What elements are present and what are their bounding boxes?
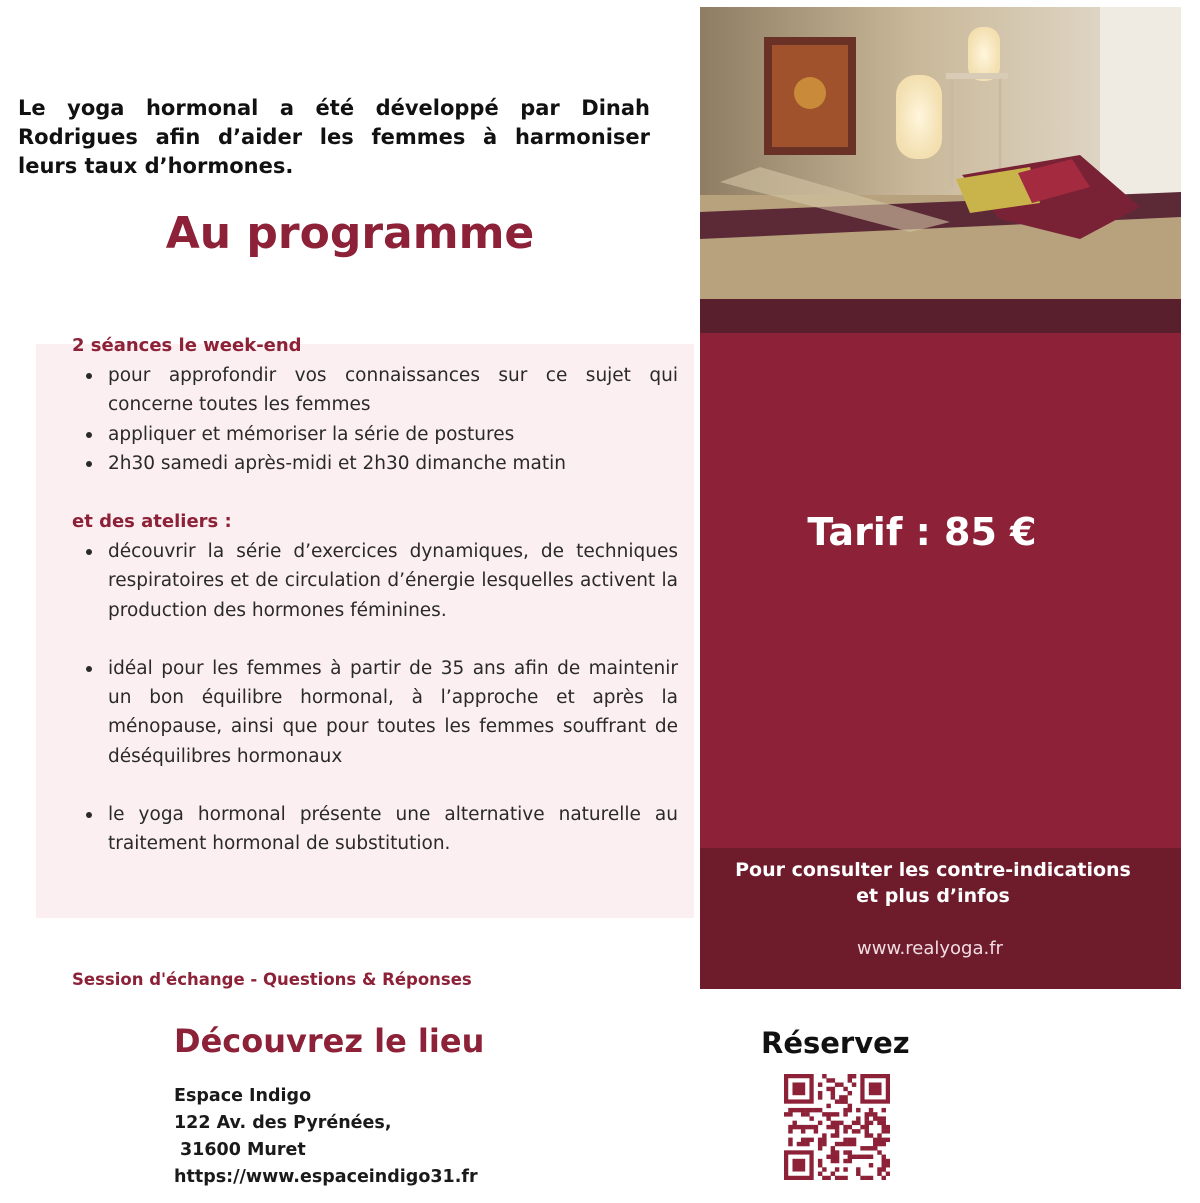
consult-line-1: Pour consulter les contre-indications [735, 859, 1131, 881]
list-item: découvrir la série d’exercices dynamiques, de techniques respiratoires et de circulation d’énergie lesquelles activent la production des hormones féminines. [84, 537, 678, 625]
consult-text [700, 857, 1166, 909]
qr-code-icon[interactable] [784, 1074, 890, 1180]
list-item: appliquer et mémoriser la série de postures [84, 420, 678, 449]
sessions-list [84, 361, 678, 478]
list-item: le yoga hormonal présente une alternative naturelle au traitement hormonal de substitution. [84, 800, 678, 859]
session-note: Session d'échange - Questions & Réponses [72, 970, 472, 989]
consult-line-2: et plus d’infos [856, 885, 1010, 907]
sessions-heading: 2 séances le week-end [72, 335, 302, 356]
program-title: Au programme [165, 208, 535, 259]
venue-title: Découvrez le lieu [174, 1022, 485, 1060]
list-item: pour approfondir vos connaissances sur ce sujet qui concerne toutes les femmes [84, 361, 678, 420]
workshops-list [84, 537, 678, 859]
yoga-room-photo [700, 7, 1181, 333]
tarif-label: Tarif : 85 € [807, 510, 1037, 554]
list-item: idéal pour les femmes à partir de 35 ans afin de maintenir un bon équilibre hormonal, à l’approche et après la ménopause, ainsi que pour toutes les femmes souffrant de déséquilibres hormonaux [84, 654, 678, 771]
intro-text: Le yoga hormonal a été développé par Dinah Rodrigues afin d’aider les femmes à harmoniser leurs taux d’hormones. [18, 96, 650, 178]
website-link[interactable]: www.realyoga.fr [857, 938, 1003, 959]
list-item: 2h30 samedi après-midi et 2h30 dimanche matin [84, 449, 678, 478]
venue-street: 122 Av. des Pyrénées, [174, 1113, 392, 1133]
workshops-heading: et des ateliers : [72, 511, 232, 532]
booking-title: Réservez [761, 1026, 910, 1060]
venue-url[interactable]: https://www.espaceindigo31.fr [174, 1167, 478, 1187]
venue-address [174, 1083, 478, 1191]
venue-city: 31600 Muret [180, 1140, 306, 1160]
venue-name: Espace Indigo [174, 1086, 312, 1106]
